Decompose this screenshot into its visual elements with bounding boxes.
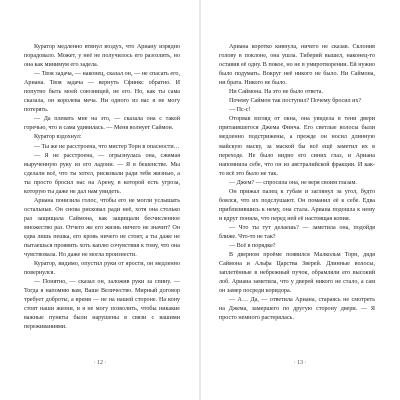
paragraph: — Да плевать мне на это, — сказала она с такой горечью, что и сама удивилась. — Меня волнует Саймон. bbox=[24, 116, 180, 132]
paragraph: — Ты же не расстроена, что мистер Торн в опасности… bbox=[34, 143, 180, 150]
paragraph: Ни Саймона. На это не было ответа. bbox=[229, 89, 323, 96]
paragraph: Он прижал палец к губам и заглянул за угол, будто боялся, что их подслушают. Он поманил её к себе. Едва приблизившись к нему, она стала. Ариана подошла к нему и вдруг поняла, что перед ней её настоящая копия. bbox=[219, 188, 375, 222]
paragraph: — А… Да, — ответила Ариана, стараясь не смотреть на Джема, замершего по другую сторону двери. — Я просто немного растерялась. bbox=[219, 297, 375, 322]
paragraph: — Пс-с! bbox=[229, 107, 251, 114]
paragraph: — Джем? — спросила она, не веря своим глазам. bbox=[229, 179, 357, 186]
paragraph: — Твоя задача, — наконец, сказал он, — не спасать его, Ариана. Твоя задача — вернуть Сфинкс обратно. И попутно быть моей союзницей, не его. Но, как ты сама сказала, он королева меча. Ни одного из вас я не могу потерять. bbox=[24, 71, 180, 114]
paragraph: Почему Саймон так поступил? Почему бросил их? bbox=[229, 98, 362, 105]
paragraph: Ариана понизила голос, чтобы его не могли услышать остальные. Он снова рисковал ради неё, хотя она столько раз защищала Саймона, как защищали бесчисленное множество раз. Отчего же его жизнь ничего не значит? Он едва лишь пешка, его кровь ничего не стоит, а ты даже не пытаешься проявить хоть каплю сочувствия к тому, что она чувствовала. Но даже не могла произнести. bbox=[24, 197, 180, 259]
right-page-text bbox=[219, 43, 375, 323]
right-page bbox=[200, 0, 400, 400]
paragraph: Куратор, видимо, опустил руки от ярости, он медленно повернулся. bbox=[24, 261, 180, 277]
page-number-right: · 13 · bbox=[293, 360, 307, 366]
left-page-text bbox=[24, 43, 180, 333]
paragraph: Куратор вздохнул: bbox=[34, 134, 82, 141]
paragraph: В дверном проёме появился Малкольм Торн, дядя Саймона и Альфа Царства Зверей. Длинные волосы, заплетённые в небрежный пучок, обрамляли его высокий лоб. Ариана заметила, что у дверей никого не стало, а сам он замер посреди коридора. bbox=[219, 252, 375, 295]
paragraph: — Я не расстроена, — огрызнулась она, сжимая вырученную руку из его ладони. — Я в бешенстве. Мы сделали всё, что ты хотел, рисковали ради тебя жизнью, а ты просто бросил нас на Арену, в которой есть угроза, которую ты даже не дал нам увидеть. bbox=[24, 152, 180, 195]
paragraph: — Всё в порядке? bbox=[229, 243, 276, 250]
paragraph: — Что ты тут делаешь? — заметила она, подойдя ближе. Что-то не так? bbox=[219, 224, 375, 240]
paragraph: Оторвав взгляд от окна, она увидела в тени двери притаившегося Джема Финча. Его светлые волосы были медленно подстрижены, а прежде он носил длинную майскую маску, за маской бы всё ещё заметил их в переходе. Не было видно его синих глаз, и Ариана напомнила себе, что он из австралийской фракции. И как-то всё это было не так. bbox=[219, 116, 375, 177]
paragraph: Ариана коротко кивнула, ничего не сказав. Склонив голову в поклоне, она ушла. Тиберий вышел, наконец-то оставив её одну. В покое, но не в умиротворении. Ей нужно было подумать. Вокруг неё никого не было. Ни Саймона, ни брата. Никого не было. bbox=[219, 44, 375, 87]
paragraph: — Понятно, — сказал он, заложив руки за спину. — Тогда я напомню вам, Ваше Величество. Мирный договор требует доброты, а время — не на нашей стороне. На кону стоят наши жизни, и я не могу позволить, чтобы никакие важные пункты были нарушены в связи с вашими переживаниями. bbox=[24, 279, 180, 331]
page-number-left: · 12 · bbox=[93, 360, 107, 366]
paragraph: Куратор медленно втянул воздух, что Ариану изрядно порадовало. Может, у неё не получилось его разозлить, но она как минимум его задела. bbox=[24, 44, 180, 69]
